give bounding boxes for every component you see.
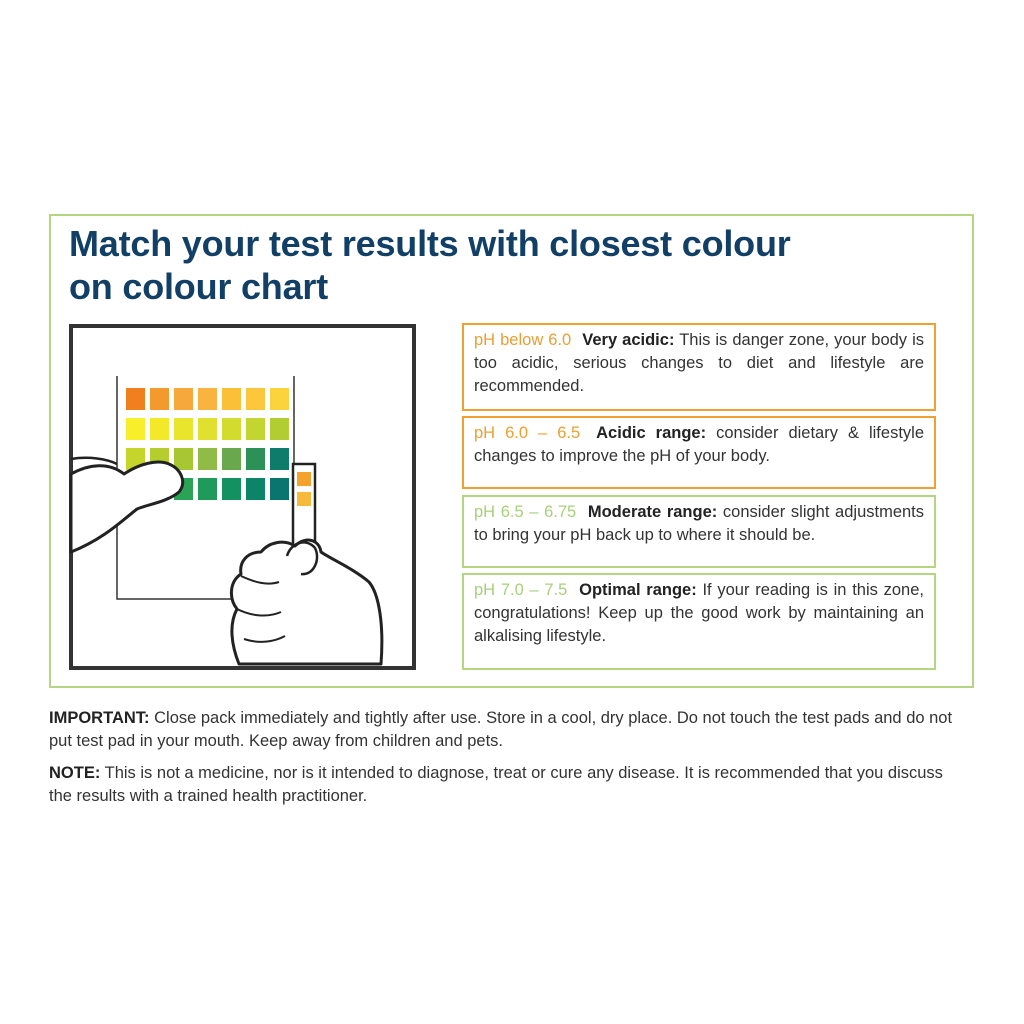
note-text: This is not a medicine, nor is it intended to diagnose, treat or cure any disease. It is recommended that you discuss the results with a trained health practitioner. bbox=[49, 764, 943, 805]
colour-swatch bbox=[126, 418, 145, 440]
range-ph-label: pH below 6.0 bbox=[474, 331, 572, 349]
colour-swatch bbox=[270, 478, 289, 500]
colour-swatch bbox=[198, 478, 217, 500]
colour-swatch bbox=[174, 388, 193, 410]
range-acidic bbox=[462, 416, 936, 489]
colour-swatch bbox=[246, 388, 265, 410]
important-text: Close pack immediately and tightly after use. Store in a cool, dry place. Do not touch the test pads and do not put test pad in your mouth. Keep away from children and pets. bbox=[49, 709, 953, 750]
colour-swatch bbox=[246, 448, 265, 470]
colour-swatch bbox=[150, 418, 169, 440]
range-name: Very acidic: bbox=[582, 331, 675, 349]
colour-swatch bbox=[222, 418, 241, 440]
range-optimal bbox=[462, 573, 936, 670]
colour-swatch bbox=[198, 388, 217, 410]
colour-swatch bbox=[150, 388, 169, 410]
title-line-1: Match your test results with closest colour bbox=[69, 223, 791, 264]
important-note bbox=[49, 707, 969, 753]
range-description: consider slight adjustments to bring your pH back up to where it should be. bbox=[474, 503, 925, 544]
notes-section bbox=[49, 707, 969, 817]
range-ph-label: pH 7.0 – 7.5 bbox=[474, 581, 568, 599]
colour-swatch bbox=[174, 448, 193, 470]
range-moderate bbox=[462, 495, 936, 568]
colour-swatch bbox=[222, 478, 241, 500]
disclaimer-note bbox=[49, 762, 969, 808]
range-ph-label: pH 6.0 – 6.5 bbox=[474, 424, 581, 442]
range-name: Acidic range: bbox=[596, 424, 707, 442]
range-very-acidic bbox=[462, 323, 936, 411]
instruction-panel bbox=[49, 214, 974, 688]
ph-strip-illustration-icon bbox=[69, 324, 416, 670]
colour-swatch bbox=[222, 448, 241, 470]
colour-swatch bbox=[222, 388, 241, 410]
colour-swatch bbox=[126, 388, 145, 410]
colour-swatch bbox=[246, 418, 265, 440]
title-line-2: on colour chart bbox=[69, 266, 329, 307]
note-label: NOTE: bbox=[49, 764, 101, 782]
range-name: Moderate range: bbox=[587, 503, 718, 521]
range-ph-label: pH 6.5 – 6.75 bbox=[474, 503, 577, 521]
important-label: IMPORTANT: bbox=[49, 709, 150, 727]
colour-swatch bbox=[174, 418, 193, 440]
colour-swatch bbox=[270, 388, 289, 410]
range-description: This is danger zone, your body is too acidic, serious changes to diet and lifestyle are recommended. bbox=[474, 331, 924, 395]
range-name: Optimal range: bbox=[579, 581, 697, 599]
colour-swatch bbox=[198, 418, 217, 440]
range-description: consider dietary & lifestyle changes to improve the pH of your body. bbox=[474, 424, 924, 465]
colour-swatch bbox=[270, 448, 289, 470]
colour-swatch bbox=[246, 478, 265, 500]
panel-title bbox=[69, 222, 929, 308]
range-description: If your reading is in this zone, congratulations! Keep up the good work by maintaining an alkalising lifestyle. bbox=[474, 581, 924, 645]
colour-swatch bbox=[198, 448, 217, 470]
colour-swatch bbox=[270, 418, 289, 440]
